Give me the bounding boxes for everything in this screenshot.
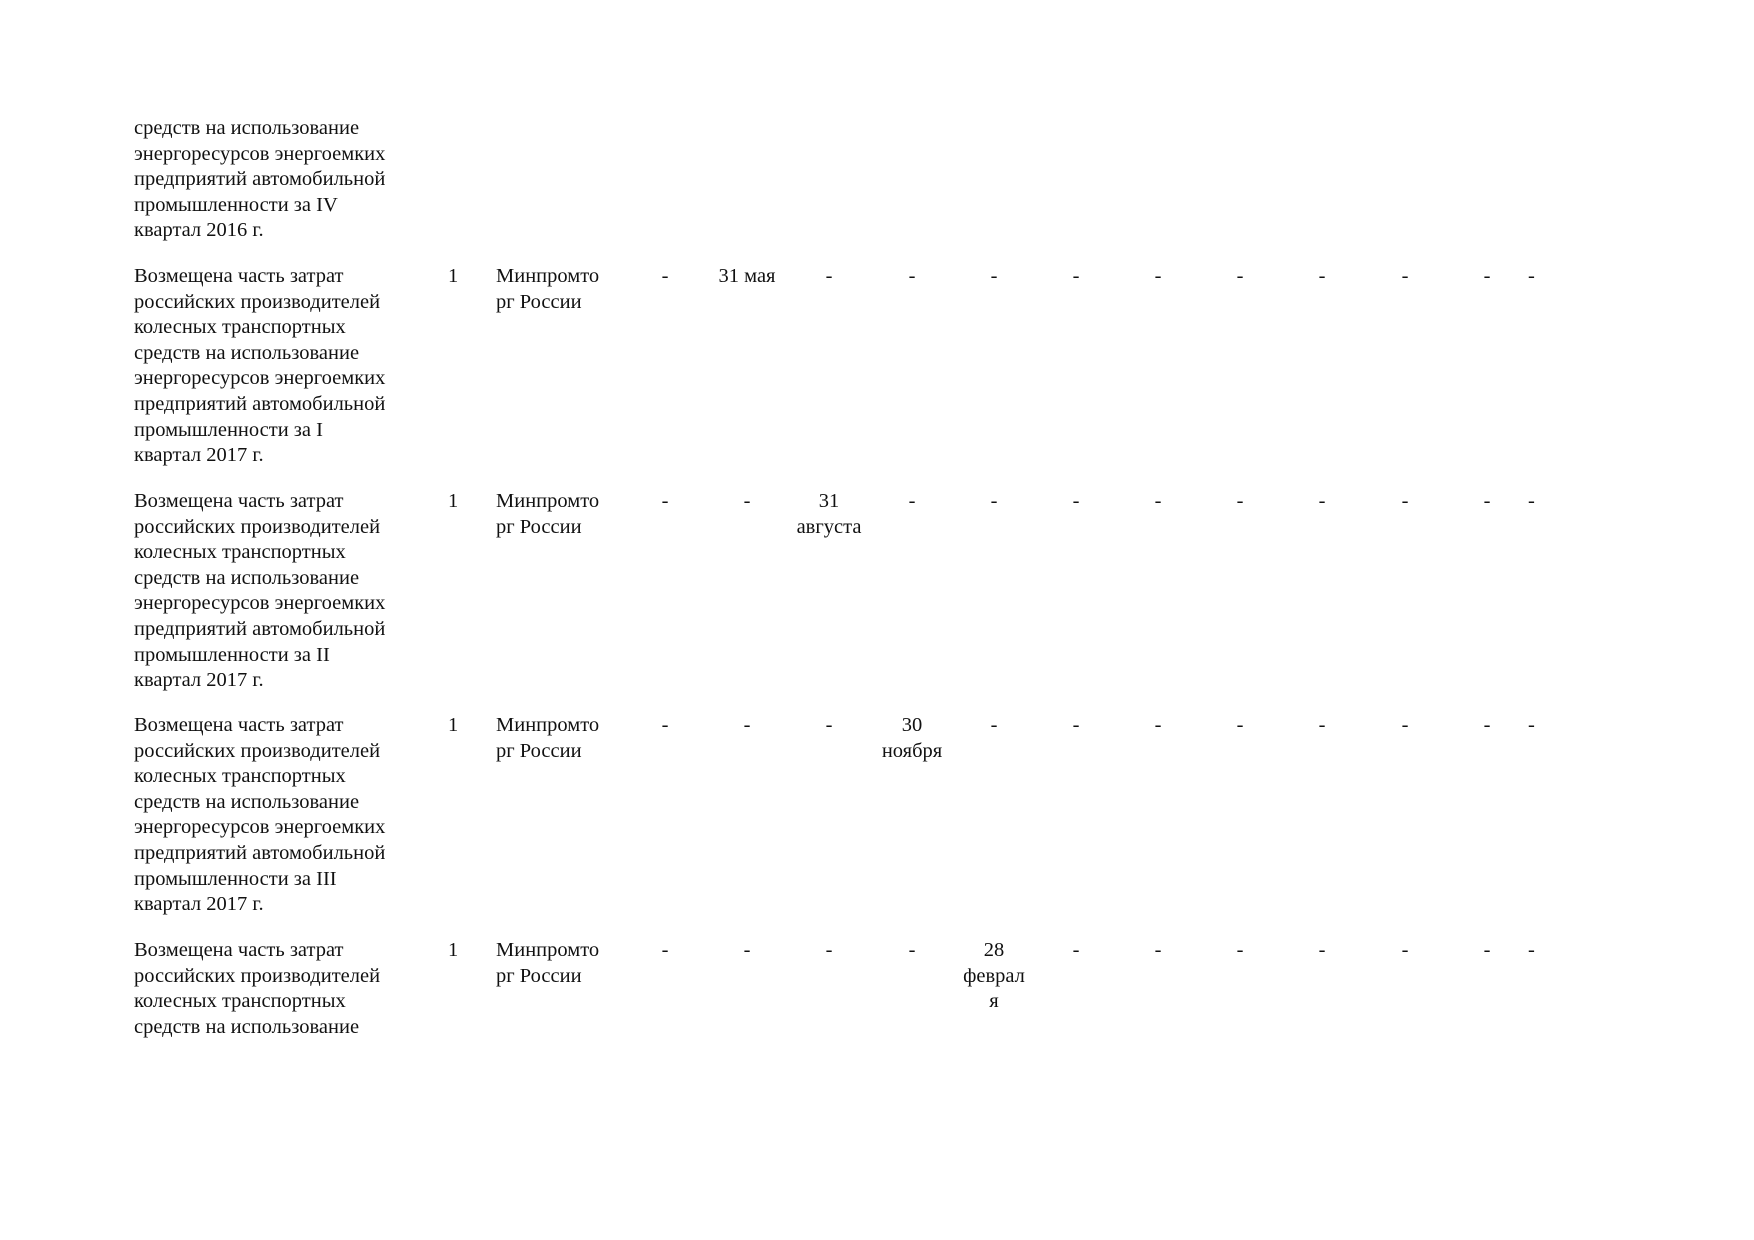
row-number: 1 [448, 939, 459, 961]
period-cell: - [1318, 939, 1326, 961]
period-cell: - [1528, 939, 1535, 961]
period-cell: - [1483, 714, 1491, 736]
period-cell: - [1072, 939, 1080, 961]
row-organization: Минпромто рг России [496, 265, 600, 313]
period-cell: - [1483, 490, 1491, 512]
row-description: Возмещена часть затрат российских производителей колесных транспортных средств на использование энергоресурсов энергоемких предприятий автомобильной промышленности за II квартал 2017 г. [134, 490, 386, 692]
period-cell: - [661, 265, 669, 287]
period-cell: - [1528, 490, 1535, 512]
period-cell: - [908, 265, 916, 287]
period-cell: - [661, 714, 669, 736]
period-cell: - [1528, 714, 1535, 736]
period-cell: - [1154, 714, 1162, 736]
period-cell: - [1318, 490, 1326, 512]
period-cell: - [1154, 265, 1162, 287]
period-cell: - [1236, 939, 1244, 961]
period-cell: - [743, 939, 751, 961]
period-cell: - [1154, 490, 1162, 512]
period-cell: - [1401, 939, 1409, 961]
row-number: 1 [448, 714, 459, 736]
period-cell: - [743, 490, 751, 512]
period-cell: 31 мая [718, 265, 776, 287]
period-cell: - [743, 714, 751, 736]
period-cell: - [1236, 265, 1244, 287]
period-cell: - [908, 490, 916, 512]
period-cell: - [661, 490, 669, 512]
period-cell: - [1318, 714, 1326, 736]
period-cell: - [1401, 265, 1409, 287]
period-cell: - [661, 939, 669, 961]
period-cell: - [1528, 265, 1535, 287]
row-description: Возмещена часть затрат российских производителей колесных транспортных средств на использование [134, 939, 381, 1038]
period-cell: - [990, 714, 998, 736]
period-cell: - [1236, 714, 1244, 736]
period-cell: - [1483, 939, 1491, 961]
row-number: 1 [448, 265, 459, 287]
period-cell: - [1072, 714, 1080, 736]
row-description: средств на использование энергоресурсов энергоемких предприятий автомобильной промышленности за IV квартал 2016 г. [134, 117, 386, 242]
row-organization: Минпромто рг России [496, 714, 600, 762]
period-cell: - [1401, 714, 1409, 736]
period-cell: - [1401, 490, 1409, 512]
period-cell: - [825, 265, 833, 287]
period-cell: - [1318, 265, 1326, 287]
row-description: Возмещена часть затрат российских производителей колесных транспортных средств на использование энергоресурсов энергоемких предприятий автомобильной промышленности за I квартал 2017 г. [134, 265, 386, 467]
row-number: 1 [448, 490, 459, 512]
period-cell: 28 феврал я [963, 939, 1025, 1013]
period-cell: 30 ноября [881, 714, 943, 762]
period-cell: 31 августа [796, 490, 862, 538]
row-description: Возмещена часть затрат российских производителей колесных транспортных средств на использование энергоресурсов энергоемких предприятий автомобильной промышленности за III квартал 2017 г. [134, 714, 386, 916]
period-cell: - [1483, 265, 1491, 287]
row-organization: Минпромто рг России [496, 490, 600, 538]
period-cell: - [825, 939, 833, 961]
period-cell: - [825, 714, 833, 736]
period-cell: - [1072, 490, 1080, 512]
period-cell: - [1154, 939, 1162, 961]
period-cell: - [1236, 490, 1244, 512]
period-cell: - [990, 265, 998, 287]
period-cell: - [990, 490, 998, 512]
period-cell: - [908, 939, 916, 961]
row-organization: Минпромто рг России [496, 939, 600, 987]
period-cell: - [1072, 265, 1080, 287]
